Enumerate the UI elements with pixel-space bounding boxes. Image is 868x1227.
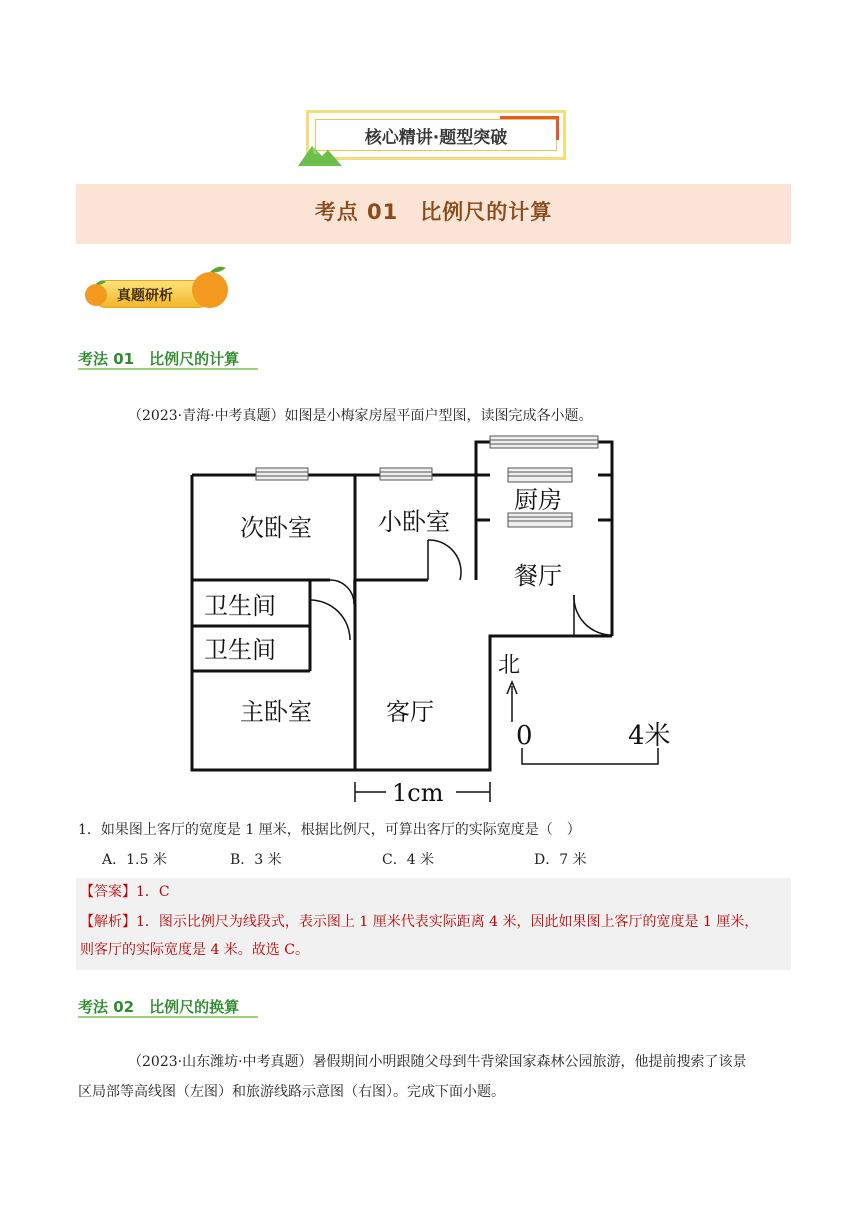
method-title-2: 考法 02 比例尺的换算 bbox=[78, 998, 240, 1016]
answer-line: 【答案】1．C bbox=[80, 884, 170, 900]
section-badge-label: 核心精讲·题型突破 bbox=[364, 128, 508, 148]
analysis-line-1: 【解析】1．图示比例尺为线段式，表示图上 1 厘米代表实际距离 4 米，因此如果图上客厅的宽度是 1 厘米， bbox=[80, 914, 759, 930]
room-small-bedroom: 小卧室 bbox=[378, 508, 450, 536]
method-underline-1 bbox=[78, 368, 258, 370]
scale-start: 0 bbox=[516, 721, 533, 751]
topic-banner bbox=[76, 184, 791, 244]
room-master-bedroom: 主卧室 bbox=[240, 698, 312, 726]
method-underline-2 bbox=[78, 1016, 258, 1018]
question-stem-1: 1．如果图上客厅的宽度是 1 厘米，根据比例尺，可算出客厅的实际宽度是（ ） bbox=[78, 822, 581, 838]
width-label: 1cm bbox=[392, 779, 444, 807]
answer-panel bbox=[76, 878, 791, 970]
analysis-line-2: 则客厅的实际宽度是 4 米。故选 C。 bbox=[80, 942, 309, 958]
room-second-bedroom: 次卧室 bbox=[240, 514, 312, 542]
badge-accent-line-vertical bbox=[556, 116, 559, 140]
question-intro-1: （2023·青海·中考真题）如图是小梅家房屋平面户型图，读图完成各小题。 bbox=[128, 408, 593, 424]
room-bathroom-2: 卫生间 bbox=[204, 636, 276, 664]
method-title-1: 考法 01 比例尺的计算 bbox=[78, 350, 240, 368]
room-kitchen: 厨房 bbox=[514, 486, 562, 514]
room-bathroom-1: 卫生间 bbox=[204, 592, 276, 620]
orange-icon bbox=[188, 264, 232, 310]
hills-icon bbox=[296, 140, 344, 168]
question-intro-2b: 区局部等高线图（左图）和旅游线路示意图（右图）。完成下面小题。 bbox=[78, 1084, 505, 1100]
north-label: 北 bbox=[498, 653, 521, 678]
room-living-room: 客厅 bbox=[386, 698, 434, 726]
option-c: C．4 米 bbox=[382, 852, 435, 868]
scale-end: 4米 bbox=[628, 721, 671, 751]
orange-icon bbox=[82, 278, 110, 308]
topic-title: 考点 01 比例尺的计算 bbox=[314, 200, 553, 224]
question-intro-2a: （2023·山东潍坊·中考真题）暑假期间小明跟随父母到牛背梁国家森林公园旅游，他提前搜索了该景 bbox=[128, 1054, 747, 1070]
room-dining: 餐厅 bbox=[514, 562, 562, 590]
option-a: A．1.5 米 bbox=[102, 852, 167, 868]
floor-plan-diagram bbox=[180, 430, 690, 810]
option-d: D．7 米 bbox=[534, 852, 587, 868]
option-b: B．3 米 bbox=[230, 852, 282, 868]
badge-accent-line bbox=[500, 116, 558, 119]
section-pill-label: 真题研析 bbox=[117, 288, 173, 304]
